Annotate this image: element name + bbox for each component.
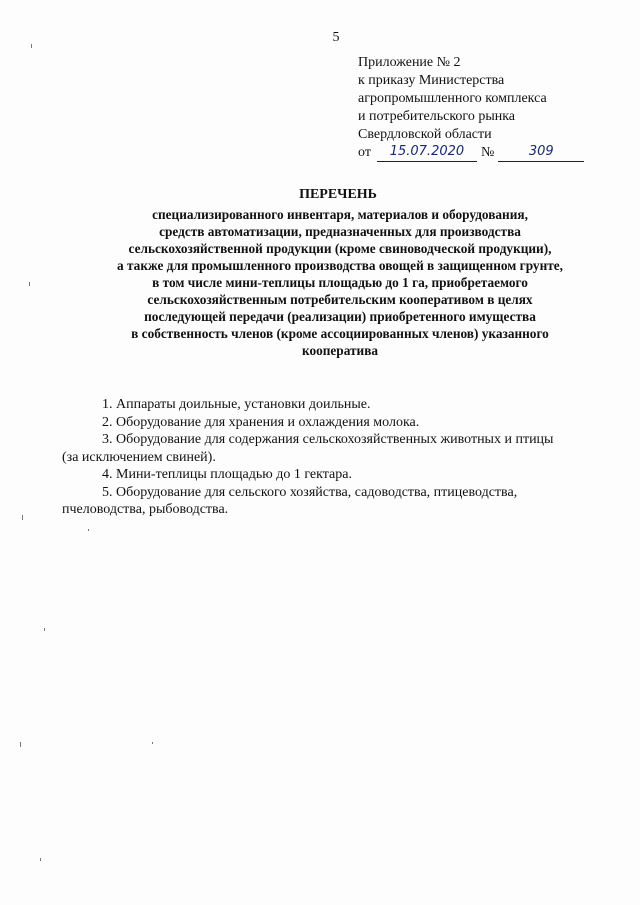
- list-item-continuation: пчеловодства, рыбоводства.: [62, 502, 229, 517]
- appendix-line: Приложение № 2: [358, 55, 461, 70]
- subtitle-line: в том числе мини-теплицы площадью до 1 га, приобретаемого: [152, 275, 528, 290]
- appendix-line: и потребительского рынка: [358, 109, 516, 124]
- list-item-text: 1. Аппараты доильные, установки доильные.: [102, 397, 371, 412]
- page-number: 5: [332, 30, 340, 45]
- document-subtitle: [40, 206, 640, 359]
- list-item-text: 5. Оборудование для сельского хозяйства, садоводства, птицеводства,: [102, 484, 518, 500]
- appendix-line: к приказу Министерства: [358, 73, 505, 88]
- subtitle-line: последующей передачи (реализации) приобретенного имущества: [144, 309, 536, 324]
- order-date-line: [358, 144, 584, 162]
- subtitle-line: а также для промышленного производства овощей в защищенном грунте,: [117, 258, 563, 273]
- document-title: ПЕРЕЧЕНЬ: [299, 187, 377, 202]
- scan-speck: [152, 742, 153, 744]
- number-label: №: [480, 145, 495, 160]
- scan-speck: [40, 858, 41, 861]
- subtitle-line: специализированного инвентаря, материалов и оборудования,: [152, 207, 528, 222]
- list-item: [62, 396, 602, 414]
- list-item-continuation: (за исключением свиней).: [62, 449, 216, 465]
- scan-speck: [22, 515, 23, 520]
- date-prefix: от: [358, 145, 371, 160]
- scan-speck: [44, 628, 45, 631]
- subtitle-line: сельскохозяйственной продукции (кроме свиноводческой продукции),: [128, 241, 552, 256]
- list-item: [62, 466, 602, 484]
- list-item-text: 2. Оборудование для хранения и охлаждения молока.: [102, 414, 420, 430]
- list-item: [62, 431, 602, 449]
- list-item-text: 3. Оборудование для содержания сельскохозяйственных животных и птицы: [102, 432, 554, 447]
- appendix-header: [358, 54, 584, 162]
- list-item: [62, 414, 602, 432]
- appendix-line: Свердловской области: [358, 127, 492, 142]
- equipment-list: [62, 396, 602, 519]
- list-item-text: 4. Мини-теплицы площадью до 1 гектара.: [102, 467, 352, 482]
- scan-speck: [20, 742, 21, 747]
- subtitle-line: средств автоматизации, предназначенных для производства: [159, 224, 521, 239]
- subtitle-line: сельскохозяйственным потребительским кооперативом в целях: [147, 292, 533, 307]
- subtitle-line: в собственность членов (кроме ассоциированных членов) указанного: [131, 326, 549, 341]
- scan-speck: [31, 44, 32, 48]
- order-number-handwritten: 309: [498, 145, 584, 162]
- order-date-handwritten: 15.07.2020: [377, 145, 477, 162]
- list-item: [62, 484, 602, 502]
- scan-speck: [29, 282, 30, 286]
- appendix-line: агропромышленного комплекса: [358, 91, 547, 106]
- scan-speck: [88, 529, 89, 531]
- subtitle-line: кооператива: [301, 343, 379, 358]
